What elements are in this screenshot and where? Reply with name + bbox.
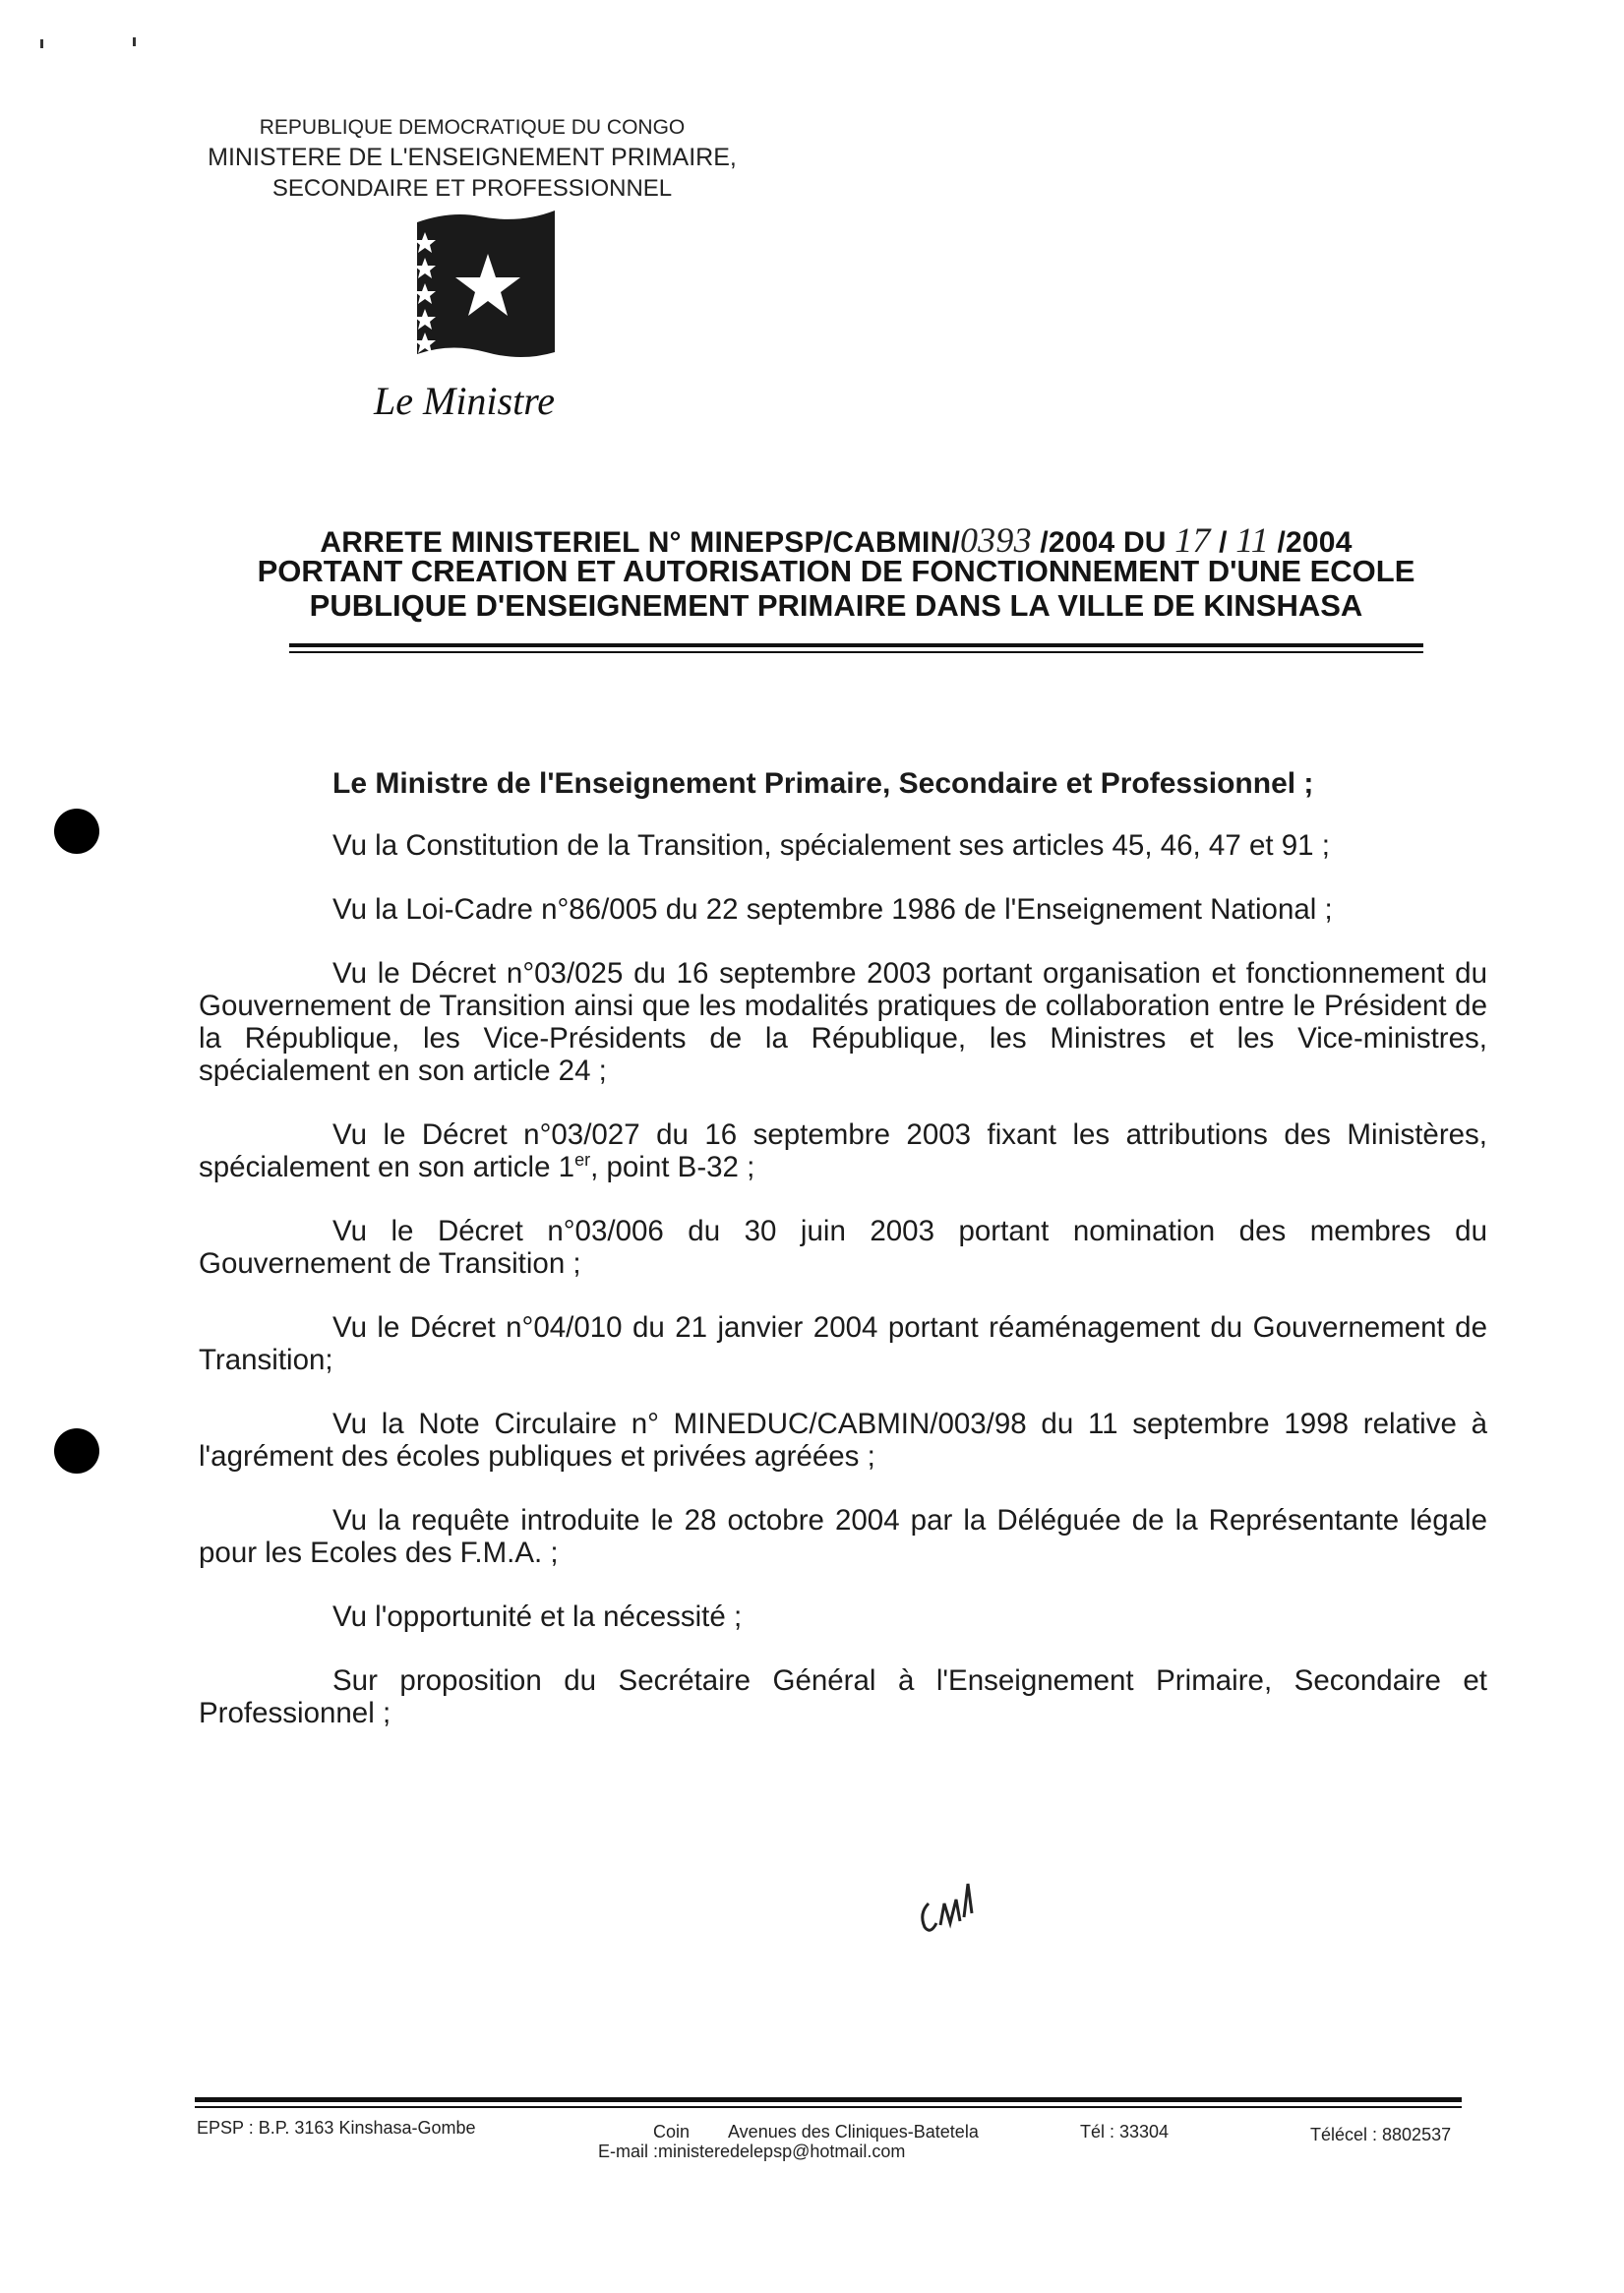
- body-paragraph: Vu l'opportunité et la nécessité ;: [332, 1600, 743, 1633]
- ministry-heading-line1: MINISTERE DE L'ENSEIGNEMENT PRIMAIRE,: [208, 144, 737, 171]
- body-paragraph-text: , point B-32 ;: [590, 1151, 755, 1183]
- punch-hole: [54, 1428, 99, 1474]
- body-paragraph: Vu la Constitution de la Transition, spécialement ses articles 45, 46, 47 et 91 ;: [332, 829, 1330, 862]
- drc-flag-star-emblem-icon: [411, 205, 559, 362]
- decree-title-line3: PUBLIQUE D'ENSEIGNEMENT PRIMAIRE DANS LA VILLE DE KINSHASA: [309, 588, 1363, 623]
- footer-avenues: Avenues des Cliniques-Batetela: [728, 2122, 979, 2142]
- title-underline-thin: [289, 651, 1423, 653]
- body-paragraph: Vu la Note Circulaire n° MINEDUC/CABMIN/003/98 du 11 septembre 1998 relative à l'agrément des écoles publiques et privées agréées ;: [199, 1408, 1487, 1473]
- decree-year: /2004: [1268, 526, 1353, 559]
- decree-title-line1: ARRETE MINISTERIEL N° MINEPSP/CABMIN/0393 /2004 DU 17 / 11 /2004: [320, 520, 1353, 560]
- footer-coin: Coin: [653, 2122, 691, 2142]
- body-intro: Le Ministre de l'Enseignement Primaire, Secondaire et Professionnel ;: [332, 767, 1314, 800]
- body-paragraph: Vu la Loi-Cadre n°86/005 du 22 septembre 1986 de l'Enseignement National ;: [332, 893, 1333, 926]
- scan-mark: [40, 39, 43, 48]
- decree-date-prefix: /2004 DU: [1031, 526, 1175, 559]
- handwritten-decree-number: 0393: [959, 520, 1032, 560]
- superscript: er: [574, 1150, 591, 1171]
- body-paragraph: [199, 1118, 1487, 1183]
- body-paragraph-text: Vu le Décret n°03/027 du 16 septembre 2003 fixant les attributions des Ministères, spécialement en son article 1: [199, 1118, 1487, 1183]
- body-paragraph: Sur proposition du Secrétaire Général à l'Enseignement Primaire, Secondaire et Professionnel ;: [199, 1664, 1487, 1729]
- ministry-heading-line2: SECONDAIRE ET PROFESSIONNEL: [271, 175, 673, 202]
- body-paragraph: Vu la requête introduite le 28 octobre 2004 par la Déléguée de la Représentante légale pour les Ecoles des F.M.A. ;: [199, 1504, 1487, 1569]
- footer-telephone: Tél : 33304: [1080, 2122, 1170, 2142]
- handwritten-day: 17: [1174, 520, 1211, 560]
- decree-title-line2: PORTANT CREATION ET AUTORISATION DE FONCTIONNEMENT D'UNE ECOLE: [257, 554, 1415, 588]
- republic-heading: REPUBLIQUE DEMOCRATIQUE DU CONGO: [259, 116, 686, 139]
- handwritten-month: 11: [1235, 520, 1269, 560]
- minister-signature-title: Le Ministre: [374, 379, 556, 423]
- footer-email: E-mail :ministeredelepsp@hotmail.com: [598, 2142, 906, 2161]
- handwritten-initials-icon: [915, 1874, 993, 1943]
- body-paragraph: Vu le Décret n°03/025 du 16 septembre 2003 portant organisation et fonctionnement du Gouvernement de Transition ainsi que les modalités pratiques de collaboration entre le Président de la République, les Vice-Présidents de la République, les Ministres et les Vice-ministres, spécialement en son article 24 ;: [199, 957, 1487, 1087]
- footer-rule-thin: [195, 2106, 1462, 2108]
- scan-mark: [133, 37, 136, 46]
- footer-address: EPSP : B.P. 3163 Kinshasa-Gombe: [197, 2118, 476, 2138]
- body-paragraph: Vu le Décret n°04/010 du 21 janvier 2004 portant réaménagement du Gouvernement de Transition;: [199, 1311, 1487, 1376]
- body-paragraph: Vu le Décret n°03/006 du 30 juin 2003 portant nomination des membres du Gouvernement de Transition ;: [199, 1215, 1487, 1280]
- footer-rule-thick: [195, 2097, 1462, 2102]
- decree-number-prefix: ARRETE MINISTERIEL N° MINEPSP/CABMIN/: [320, 526, 960, 559]
- punch-hole: [54, 809, 99, 854]
- footer-telecel: Télécel : 8802537: [1310, 2125, 1452, 2144]
- decree-body: [199, 767, 1487, 1761]
- title-underline-thick: [289, 643, 1423, 647]
